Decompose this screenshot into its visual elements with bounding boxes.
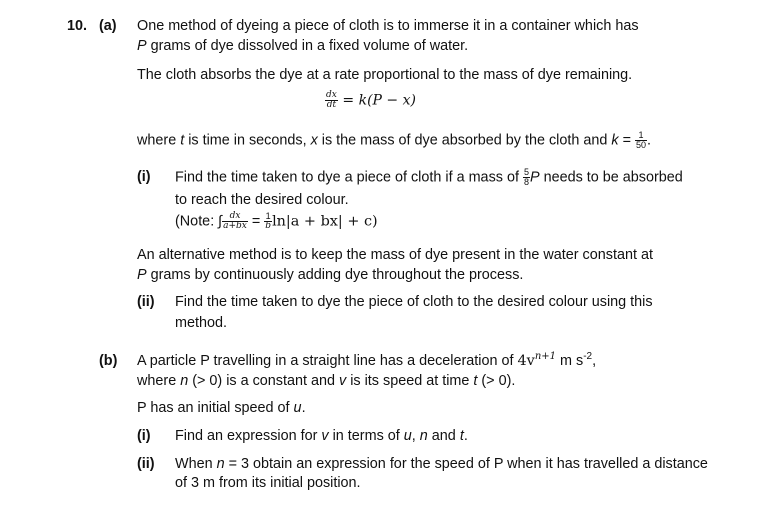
where-text: where: [137, 132, 181, 149]
b-denominator: b: [265, 221, 272, 231]
bi-text-2: in terms of: [328, 428, 404, 444]
one-numerator: 1: [265, 211, 271, 221]
alternative-line1: An alternative method is to keep the mass of dye present in the water constant at: [137, 247, 653, 263]
part-a-intro-line1: One method of dyeing a piece of cloth is to immerse it in a container which has: [137, 18, 639, 34]
one-over-b-fraction: [264, 212, 272, 231]
part-a-i-line1: [175, 168, 683, 187]
b-text-2: (> 0) is a constant and: [188, 373, 340, 389]
note-open: (Note: ∫: [175, 213, 223, 230]
equation-rhs: = k(P − x): [342, 92, 416, 109]
alternative-text: grams by continuously adding dye throughout the process.: [146, 267, 524, 283]
where-text-2: is time in seconds,: [184, 132, 311, 149]
comma: ,: [592, 353, 597, 369]
part-b-ii-label: (ii): [137, 456, 155, 472]
var-t: t: [459, 428, 464, 444]
units: m s: [556, 353, 584, 369]
part-a-ii-line2: method.: [175, 315, 227, 331]
var-v: v: [321, 428, 329, 444]
where-period: .: [647, 132, 651, 149]
b-text: A particle P travelling in a straight line has a deceleration of: [137, 353, 518, 369]
units-exponent: -2: [583, 351, 593, 363]
part-a-i-note: [175, 212, 378, 231]
bi-period: .: [463, 428, 468, 444]
equals-sign: =: [618, 132, 635, 149]
where-text-3: is the mass of dye absorbed by the cloth and: [317, 132, 612, 149]
initial-speed-line: [137, 399, 306, 417]
part-b-label: (b): [99, 353, 118, 369]
bii-text-2: = 3 obtain an expression for the speed of P when it has travelled a distance: [224, 456, 708, 472]
var-p: P: [137, 267, 147, 283]
b-text-3: is its speed at time: [346, 373, 474, 389]
var-t: t: [473, 373, 478, 389]
differential-equation: [325, 91, 416, 110]
var-n: n: [216, 456, 225, 472]
dxdt-fraction: [325, 91, 338, 110]
i-text: Find the time taken to dye a piece of cloth if a mass of: [175, 169, 523, 186]
b-text: where: [137, 373, 181, 389]
frac-numerator: 5: [523, 167, 529, 177]
question-number: 10.: [67, 18, 88, 34]
five-eighths-fraction: [523, 168, 530, 187]
bi-and: and: [427, 428, 460, 444]
var-u: u: [403, 428, 412, 444]
alternative-line2: [137, 266, 523, 284]
part-a-ii-line1: Find the time taken to dye the piece of cloth to the desired colour using this: [175, 294, 653, 310]
initial-text: P has an initial speed of: [137, 400, 294, 416]
var-p: P: [137, 38, 147, 54]
k-numerator: 1: [635, 131, 647, 141]
part-a-label: (a): [99, 18, 117, 34]
b-text-4: (> 0).: [477, 373, 516, 389]
part-a-i-line2: to reach the desired colour.: [175, 192, 349, 208]
var-n: n: [180, 373, 189, 389]
bii-text: When: [175, 456, 217, 472]
deceleration-expression: 4v: [517, 353, 535, 369]
intro-line2-text: grams of dye dissolved in a fixed volume of water.: [146, 38, 469, 54]
var-k: k: [611, 132, 619, 149]
k-fraction: [635, 131, 647, 150]
part-b-ii-line2: of 3 m from its initial position.: [175, 475, 361, 491]
part-b-i-label: (i): [137, 428, 151, 444]
note-equals: =: [247, 213, 265, 230]
var-u: u: [293, 400, 302, 416]
i-text-2: needs to be absorbed: [539, 169, 683, 186]
where-line: [137, 131, 651, 150]
fraction-denominator: dt: [326, 100, 337, 110]
note-rhs: ln|a + bx| + c): [272, 213, 378, 230]
initial-period: .: [301, 400, 306, 416]
frac-denominator: 8: [523, 177, 529, 187]
rate-sentence: The cloth absorbs the dye at a rate proportional to the mass of dye remaining.: [137, 67, 633, 83]
var-v: v: [339, 373, 347, 389]
k-denominator: 50: [635, 140, 646, 150]
var-n: n: [419, 428, 428, 444]
part-a-ii-label: (ii): [137, 294, 155, 310]
part-b-ii-line1: [175, 455, 708, 473]
part-b-line1: [137, 352, 596, 370]
part-b-line2: [137, 372, 515, 390]
fraction-numerator: dx: [326, 90, 337, 100]
integrand-denominator: a+bx: [223, 221, 247, 231]
var-p: P: [529, 169, 540, 186]
part-b-i-line: [175, 427, 468, 445]
integrand-numerator: dx: [222, 212, 248, 222]
var-x: x: [310, 132, 318, 149]
integrand-fraction: [222, 212, 248, 231]
part-a-intro-line2: [137, 37, 468, 55]
bi-comma: ,: [411, 428, 420, 444]
exponent: n+1: [534, 351, 556, 363]
bi-text: Find an expression for: [175, 428, 322, 444]
var-t: t: [180, 132, 185, 149]
part-a-i-label: (i): [137, 169, 151, 185]
